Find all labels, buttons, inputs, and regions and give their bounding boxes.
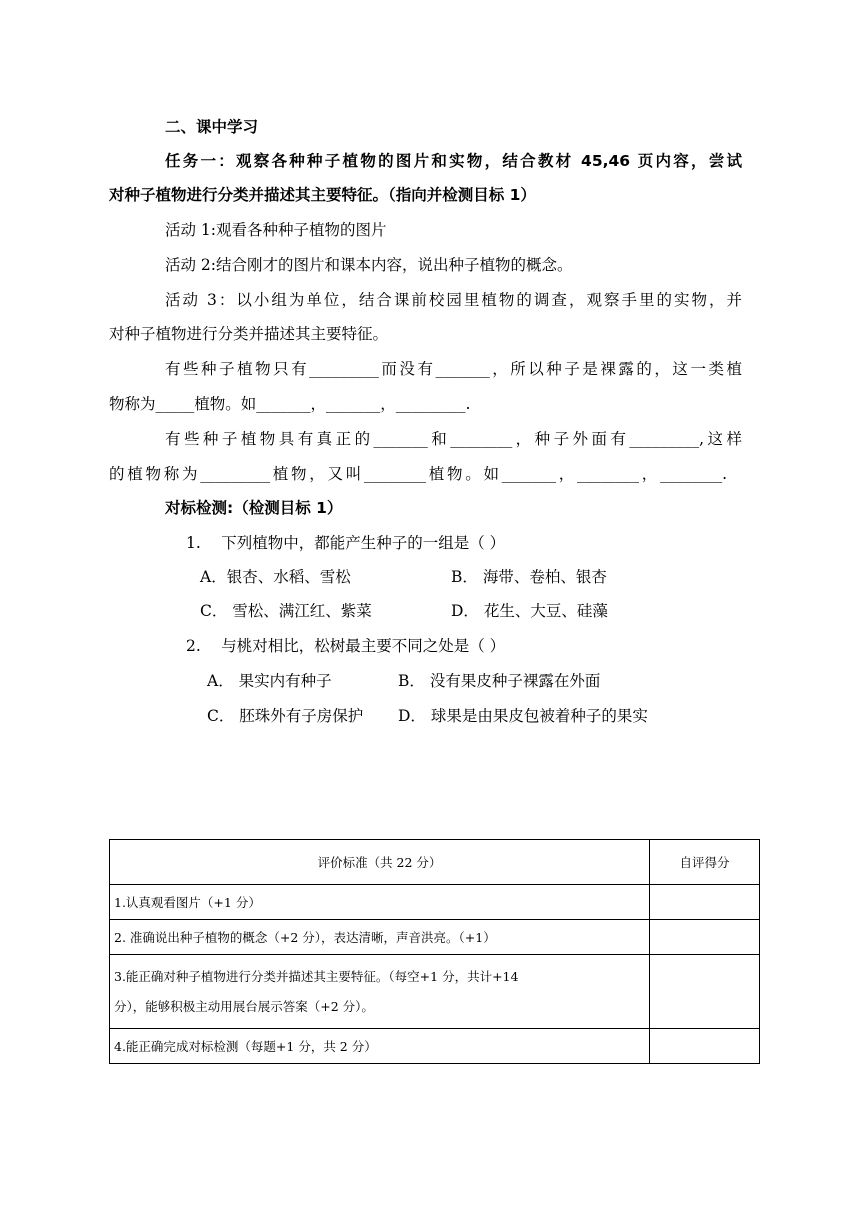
score-cell-3[interactable] bbox=[650, 955, 760, 1029]
question-2-option-a: A． 果实内有种子 bbox=[207, 672, 332, 690]
task1-line1: 任务一：观察各种种子植物的图片和实物，结合教材 45,46 页内容，尝试 bbox=[165, 152, 742, 170]
question-1-option-d: D． 花生、大豆、硅藻 bbox=[451, 602, 608, 620]
question-2-option-b: B． 没有果皮种子裸露在外面 bbox=[398, 672, 601, 690]
check-heading: 对标检测:（检测目标 1） bbox=[165, 499, 343, 517]
self-score-header: 自评得分 bbox=[650, 840, 760, 885]
question-2-stem: 2. 与桃对相比，松树最主要不同之处是（ ） bbox=[186, 637, 506, 655]
score-cell-1[interactable] bbox=[650, 885, 760, 920]
criteria-cell-3 bbox=[110, 955, 650, 1029]
question-1-option-a: A．银杏、水稻、雪松 bbox=[200, 568, 351, 586]
gymnosperm-fill-line1: 有些种子植物只有_________而没有_______，所以种子是裸露的，这一类植 bbox=[165, 360, 742, 378]
criteria-cell-3-line2: 分），能够积极主动用展台展示答案（+2 分）。 bbox=[114, 998, 374, 1014]
activity-1: 活动 1:观看各种种子植物的图片 bbox=[165, 221, 387, 239]
question-2-option-d: D． 球果是由果皮包被着种子的果实 bbox=[398, 707, 648, 725]
criteria-cell-1: 1.认真观看图片（+1 分） bbox=[110, 885, 650, 920]
section-heading: 二、课中学习 bbox=[165, 118, 259, 136]
score-cell-2[interactable] bbox=[650, 920, 760, 955]
criteria-cell-2: 2. 准确说出种子植物的概念（+2 分），表达清晰，声音洪亮。（+1） bbox=[110, 920, 650, 955]
score-cell-4[interactable] bbox=[650, 1029, 760, 1064]
question-1-stem: 1. 下列植物中，都能产生种子的一组是（ ） bbox=[186, 534, 506, 552]
table-row bbox=[110, 885, 760, 920]
task1-line2: 对种子植物进行分类并描述其主要特征。（指向并检测目标 1） bbox=[109, 186, 536, 204]
table-row bbox=[110, 920, 760, 955]
table-row bbox=[110, 1029, 760, 1064]
angiosperm-fill-line2: 的植物称为_________植物，又叫________植物。如_______，________，________. bbox=[109, 465, 727, 483]
question-1-option-c: C． 雪松、满江红、紫菜 bbox=[200, 602, 372, 620]
criteria-cell-4: 4.能正确完成对标检测（每题+1 分，共 2 分） bbox=[110, 1029, 650, 1064]
criteria-cell-3-line1: 3.能正确对种子植物进行分类并描述其主要特征。（每空+1 分，共计+14 bbox=[114, 968, 519, 984]
evaluation-table bbox=[109, 839, 760, 1064]
activity-3-line2: 对种子植物进行分类并描述其主要特征。 bbox=[109, 325, 389, 343]
question-2-option-c: C． 胚珠外有子房保护 bbox=[207, 707, 364, 725]
angiosperm-fill-line1: 有些种子植物具有真正的_______和________，种子外面有_________,这样 bbox=[165, 430, 742, 448]
gymnosperm-fill-line2: 物称为_____植物。如_______，_______，_________. bbox=[109, 395, 471, 413]
table-row bbox=[110, 955, 760, 1029]
criteria-header: 评价标准（共 22 分） bbox=[110, 840, 650, 885]
activity-2: 活动 2:结合刚才的图片和课本内容，说出种子植物的概念。 bbox=[165, 256, 573, 274]
activity-3-line1: 活动 3：以小组为单位，结合课前校园里植物的调查，观察手里的实物，并 bbox=[165, 291, 742, 309]
table-header-row bbox=[110, 840, 760, 885]
question-1-option-b: B． 海带、卷柏、银杏 bbox=[451, 568, 607, 586]
